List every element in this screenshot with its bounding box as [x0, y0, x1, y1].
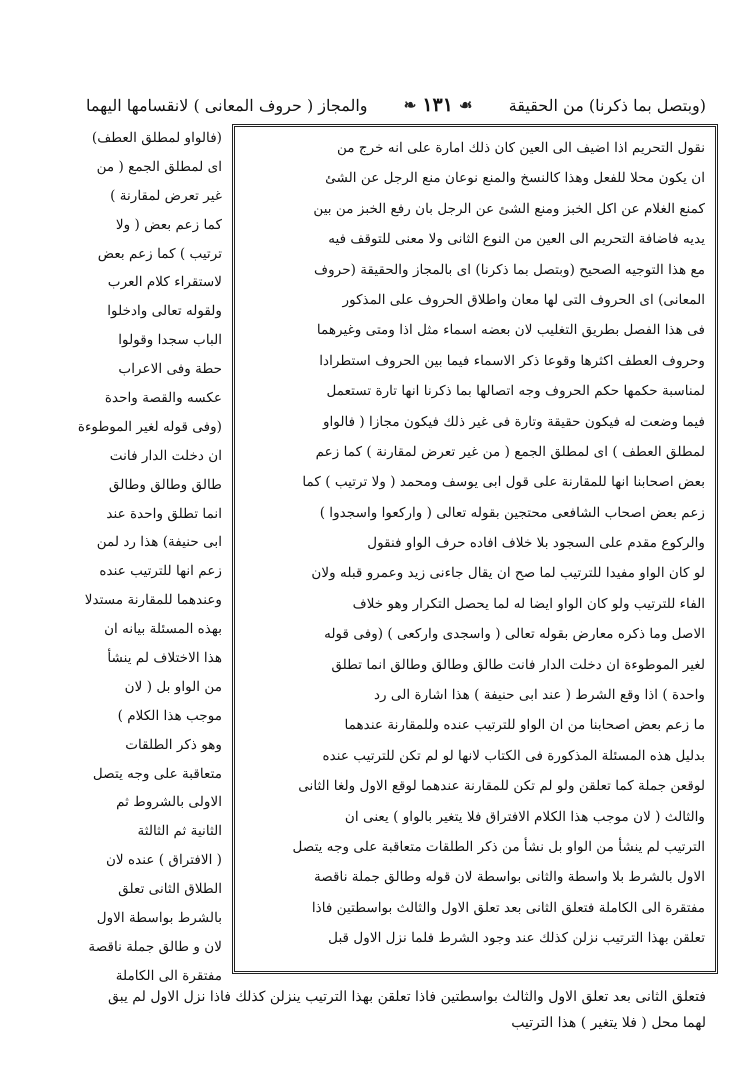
bottom-continuation-text — [86, 984, 706, 1036]
margin-text-line: هذا الاختلاف لم ينشأ — [107, 650, 222, 667]
header-left-title: والمجاز ( حروف المعانى ) لانقسامها اليهما — [86, 95, 368, 115]
margin-text-line: الباب سجدا وقولوا — [118, 332, 222, 349]
margin-text-line: زعم انها للترتيب عنده — [99, 563, 222, 580]
main-text-line: ما زعم بعض اصحابنا من ان الواو للترتيب عنده وللمقارنة عندهما — [344, 717, 705, 734]
margin-text-line: ( الافتراق ) عنده لان — [105, 852, 222, 869]
bottom-text-line: فتعلق الثانى بعد تعلق الاول والثالث بواسطتين فاذا تعلقن بهذا الترتيب ينزلن كذلك فاذا نزل الاول لم يبق — [108, 989, 706, 1005]
main-text-line: لمطلق العطف ) اى لمطلق الجمع ( من غير تعرض لمقارنة ) كما زعم — [315, 443, 705, 460]
main-text-line: والثالث ( لان موجب هذا الكلام الافتراق فلا يتغير بالواو ) يعنى ان — [344, 808, 705, 825]
margin-text-line: حطة وفى الاعراب — [118, 361, 222, 378]
main-text-line: كمنع الغلام عن اكل الخبز ومنع الشئ عن الرجل بان رفع الخبز من بين — [313, 200, 705, 217]
margin-text-line: مفتقرة الى الكاملة — [115, 967, 222, 984]
main-text-line: وحروف العطف اكثرها وقوعا ذكر الاسماء فيما بين الحروف استطرادا — [319, 352, 705, 369]
main-text-line: لغير الموطوءة ان دخلت الدار فانت طالق وطالق وطالق انما تطلق — [331, 656, 705, 673]
main-text-line: مع هذا التوجيه الصحيح (وبتصل بما ذكرنا) اى بالمجاز والحقيقة (حروف — [314, 261, 705, 278]
margin-text-line: موجب هذا الكلام ) — [117, 707, 222, 724]
page-number-group — [404, 94, 473, 116]
margin-text-line: لان و طالق جملة ناقصة — [88, 938, 222, 955]
main-text-line: الاول بالشرط بلا واسطة والثانى بواسطة لان قوله وطالق جملة ناقصة — [313, 869, 705, 886]
main-text-line: واحدة ) اذا وقع الشرط ( عند ابى حنيفة ) هذا اشارة الى رد — [373, 687, 705, 704]
margin-text-line: طالق وطالق وطالق — [108, 476, 222, 493]
main-text-line: فيما وضعت له فيكون حقيقة وتارة فى غير ذلك فيكون مجازا ( فالواو — [322, 413, 705, 430]
page-number: ١٣١ — [422, 94, 453, 116]
margin-text-line: متعاقبة على وجه يتصل — [92, 765, 222, 782]
main-text-line: بدليل هذه المسئلة المذكورة فى الكتاب لانها لو لم تكن للترتيب عنده — [322, 747, 705, 764]
main-text-line: تعلقن بهذا الترتيب نزلن كذلك عند وجود الشرط فلما نزل الاول قبل — [328, 930, 705, 947]
main-text-line: المعانى) اى الحروف التى لها معان واطلاق الحروف على المذكور — [342, 291, 705, 308]
margin-text-line: ترتيب ) كما زعم بعض — [97, 245, 222, 262]
main-commentary-box — [232, 124, 718, 974]
bottom-text-line: لهما محل ( فلا يتغير ) هذا الترتيب — [511, 1015, 706, 1031]
margin-text-line: غير تعرض لمقارنة ) — [110, 187, 222, 204]
margin-text-line: كما زعم بعض ( ولا — [115, 216, 222, 233]
main-text-line: بعض اصحابنا انها للمقارنة على قول ابى يوسف ومحمد ( ولا ترتيب ) كما — [302, 474, 705, 491]
main-text-line: والركوع مقدم على السجود بلا خلاف افاده حرف الواو فنقول — [367, 535, 705, 552]
margin-text-line: بهذه المسئلة بيانه ان — [104, 621, 222, 638]
margin-text-line: الاولى بالشروط ثم — [116, 794, 222, 811]
ornament-right-icon: ☙ — [458, 96, 473, 114]
margin-text-line: (فالواو لمطلق العطف) — [91, 130, 222, 146]
main-text-line: لمناسبة حكمها حكم الحروف وجه اتصالها بما ذكرنا انها تارة تستعمل — [326, 383, 705, 400]
margin-text-line: ابى حنيفة) هذا رد لمن — [96, 534, 222, 551]
margin-text-line: ولقوله تعالى وادخلوا — [107, 303, 222, 320]
main-text-line: الاصل وما ذكره معارض بقوله تعالى ( واسجدى واركعى ) (وفى قوله — [324, 626, 705, 643]
margin-text-line: الطلاق الثانى تعلق — [118, 881, 222, 898]
margin-text-line: الثانية ثم الثالثة — [137, 823, 222, 840]
margin-text-line: وعندهما للمقارنة مستدلا — [84, 592, 222, 609]
main-text-line: فى هذا الفصل بطريق التغليب لان بعضه اسماء مثل اذا ومتى وغيرهما — [316, 322, 705, 339]
main-text-line: زعم بعض اصحاب الشافعى محتجين بقوله تعالى ( واركعوا واسجدوا ) — [319, 504, 705, 521]
margin-text-line: اى لمطلق الجمع ( من — [96, 158, 222, 175]
header-right-title: (وبتصل بما ذكرنا) من الحقيقة — [508, 95, 706, 115]
main-text-line: ان يكون محلا للفعل وهذا كالنسخ والمنع نوعان منع الرجل عن الشئ — [325, 170, 705, 187]
margin-text-line: (وفى قوله لغير الموطوءة — [77, 418, 222, 435]
ornament-left-icon: ❧ — [403, 96, 417, 114]
margin-text-line: عكسه والقصة واحدة — [104, 390, 222, 407]
main-text-line: يديه فاضافة التحريم الى العين من النوع الثانى ولا معنى للتوقف فيه — [328, 231, 705, 248]
main-text-line: مفتقرة الى الكاملة فتعلق الثانى بعد تعلق الاول والثالث بواسطتين فاذا — [311, 899, 705, 916]
running-header — [86, 90, 706, 120]
margin-text-line: ان دخلت الدار فانت — [109, 447, 222, 464]
main-text-line: لو كان الواو مفيدا للترتيب لما صح ان يقال جاءنى زيد وعمرو قبله ولان — [311, 565, 705, 582]
main-text-line: الترتيب لم ينشأ من الواو بل نشأ من ذكر الطلقات متعاقبة على وجه يتصل — [292, 838, 705, 855]
margin-text-line: وهو ذكر الطلقات — [125, 736, 222, 753]
main-text-line: الفاء للترتيب ولو كان الواو ايضا له لما يحصل التكرار وهو خلاف — [352, 595, 705, 612]
main-text-line: لوقعن جملة كما تعلقن ولو لم تكن للمقارنة عندهما لوقع الاول ولغا الثانى — [298, 778, 705, 795]
margin-text-column — [72, 124, 222, 984]
main-text-line: نقول التحريم اذا اضيف الى العين كان ذلك امارة على انه خرج من — [336, 140, 705, 156]
margin-text-line: بالشرط بواسطة الاول — [96, 910, 222, 927]
margin-text-line: من الواو بل ( لان — [124, 678, 222, 695]
margin-text-line: انما تطلق واحدة عند — [106, 505, 222, 522]
margin-text-line: لاستقراء كلام العرب — [107, 274, 222, 291]
